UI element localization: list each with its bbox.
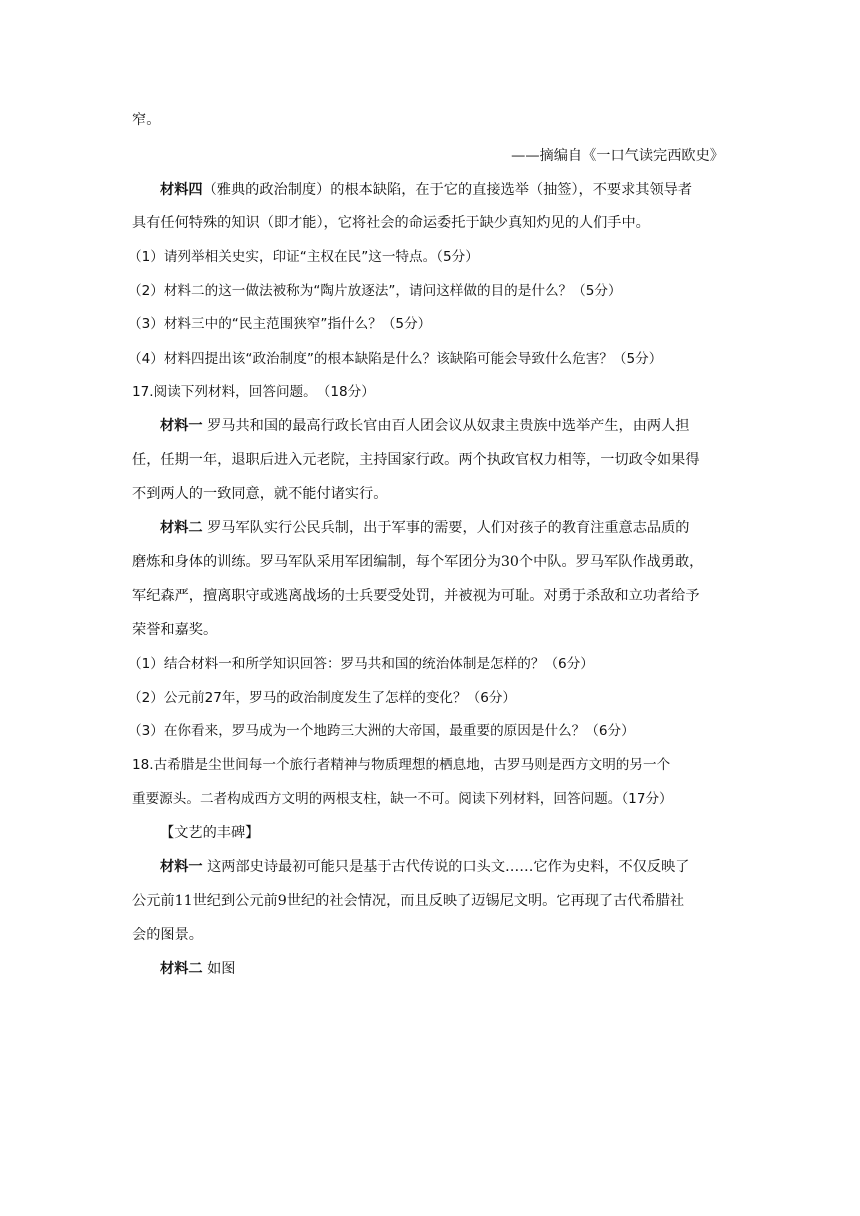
material-label: 材料一 [160,418,203,434]
material-one-paragraph [160,857,732,877]
question-item: （2）材料二的这一做法被称为“陶片放逐法”，请问这样做的目的是什么？（5分） [128,283,622,299]
question-item: （2）公元前27年，罗马的政治制度发生了怎样的变化？（6分） [128,690,517,706]
material-text: 罗马军队实行公民兵制，出于军事的需要，人们对孩子的教育注重意志品质的 [207,520,690,536]
question-item: （3）在你看来，罗马成为一个地跨三大洲的大帝国，最重要的原因是什么？（6分） [128,723,635,739]
text-line: 窄。 [132,112,161,128]
material-text: （雅典的政治制度）的根本缺陷，在于它的直接选举（抽签），不要求其领导者 [202,182,693,198]
material-one-paragraph [160,416,732,436]
question-heading: 17.阅读下列材料，回答问题。 （18分） [132,384,375,400]
material-text: 罗马共和国的最高行政长官由百人团会议从奴隶主贵族中选举产生，由两人担 [207,418,690,434]
material-two-paragraph [160,959,732,979]
question-item: （1）结合材料一和所学知识回答：罗马共和国的统治体制是怎样的？（6分） [128,656,594,672]
question-item: （4）材料四提出该“政治制度”的根本缺陷是什么？该缺陷可能会导致什么危害？（5分） [128,351,663,367]
text-line: 公元前11世纪到公元前9世纪的社会情况，而且反映了迈锡尼文明。它再现了古代希腊社 [132,893,685,909]
question-heading: 18.古希腊是尘世间每一个旅行者精神与物质理想的栖息地，古罗马则是西方文明的另一个 [132,757,671,773]
text-line: 磨炼和身体的训练。罗马军队采用军团编制，每个军团分为30个中队。罗马军队作战勇敢， [132,554,704,570]
text-line: 重要源头。二者构成西方文明的两根支柱，缺一不可。阅读下列材料，回答问题。（17分） [132,791,673,807]
material-label: 材料二 [160,520,203,536]
text-line: 不到两人的一致同意，就不能付诸实行。 [132,486,388,502]
material-two-paragraph [160,518,732,538]
material-label: 材料一 [160,859,203,875]
material-text: 如图 [207,961,236,977]
question-item: （1）请列举相关史实，印证“主权在民”这一特点。（5分） [128,249,479,265]
material-text: 这两部史诗最初可能只是基于古代传说的口头文……它作为史料，不仅反映了 [207,859,690,875]
material-label: 材料二 [160,961,203,977]
material-label: 材料四 [160,182,203,198]
text-line: 荣誉和嘉奖。 [132,622,218,638]
text-line: 会的图景。 [132,927,203,943]
section-heading: 【文艺的丰碑】 [160,825,260,841]
text-line: 军纪森严，擅离职守或逃离战场的士兵要受处罚，并被视为可耻。对勇于杀敌和立功者给予 [132,588,700,604]
text-line: 具有任何特殊的知识（即才能），它将社会的命运委托于缺少真知灼见的人们手中。 [132,215,650,231]
question-item: （3）材料三中的“民主范围狭窄”指什么？（5分） [128,316,432,332]
text-line: 任，任期一年，退职后进入元老院，主持国家行政。两个执政官权力相等，一切政令如果得 [132,452,700,468]
material-four-paragraph [160,180,732,200]
source-citation: ——摘编自《一口气读完西欧史》 [511,148,724,164]
